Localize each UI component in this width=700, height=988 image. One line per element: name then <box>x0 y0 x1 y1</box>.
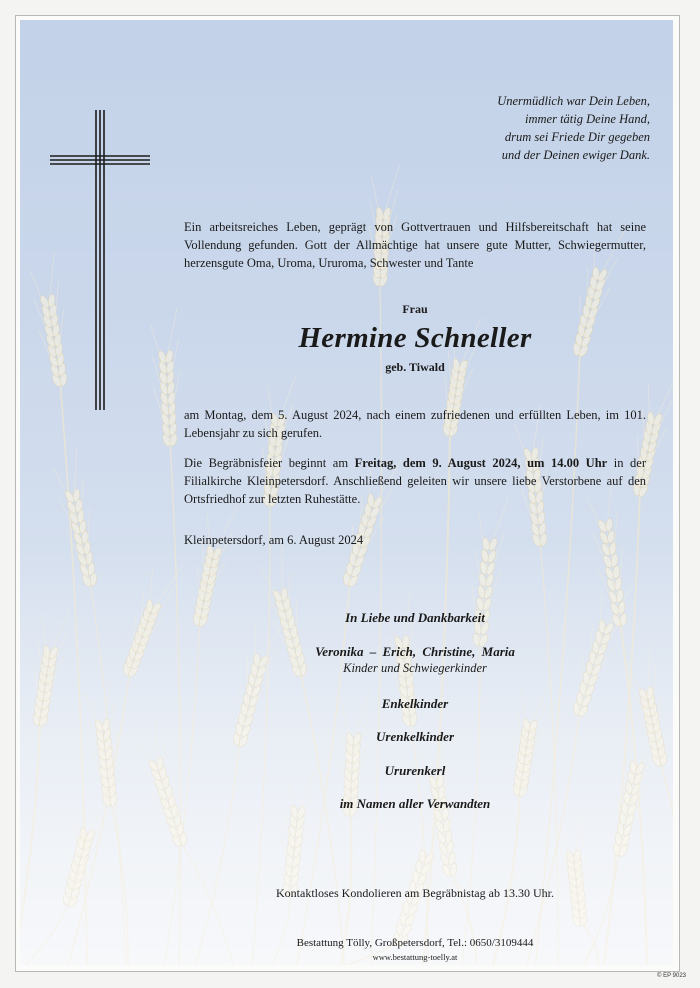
relatives: im Namen aller Verwandten <box>339 796 491 811</box>
death-notice: am Montag, dem 5. August 2024, nach einem zufriedenen und erfüllten Leben, im 101. Lebensjahr zu sich gerufen. <box>184 408 646 440</box>
great-grandchildren: Urenkelkinder <box>376 729 454 744</box>
funeral-notice <box>184 454 646 508</box>
intro-paragraph: Ein arbeitsreiches Leben, geprägt von Gottvertrauen und Hilfsbereitschaft hat seine Vollendung gefunden. Gott der Allmächtige hat unsere gute Mutter, Schwiegermutter, herzensgute Oma, Uroma, Ururoma, Schwester und Tante <box>184 220 646 270</box>
poem-line: immer tätig Deine Hand, <box>525 112 650 126</box>
condolence-note: Kontaktloses Kondolieren am Begräbnistag ab 13.30 Uhr. <box>276 886 554 900</box>
funeral-prefix: Die Begräbnisfeier beginnt am <box>184 456 355 470</box>
website-link[interactable]: www.bestattung-toelly.at <box>372 952 458 962</box>
place-date: Kleinpetersdorf, am 6. August 2024 <box>184 533 364 547</box>
salutation: Frau <box>402 302 428 316</box>
children-names: Veronika – Erich, Christine, Maria <box>315 644 515 659</box>
funeral-date-time: Freitag, dem 9. August 2024, um 14.00 Uhr <box>354 456 608 470</box>
obituary-card <box>20 20 673 965</box>
copyright: © EP 9023 <box>657 973 686 979</box>
poem <box>400 92 650 164</box>
deceased-name: Hermine Schneller <box>298 322 532 354</box>
funeral-home: Bestattung Tölly, Großpetersdorf, Tel.: 0650/3109444 <box>296 937 534 949</box>
funeral-suffix: in der Filialkirche Kleinpetersdorf. Anschließend geleiten wir unsere liebe Verstorbene auf den Ortsfriedhof zur letzten Ruhestätte. <box>184 456 646 506</box>
poem-line: und der Deinen ewiger Dank. <box>501 148 650 162</box>
children-label: Kinder und Schwiegerkinder <box>343 661 487 675</box>
poem-line: Unermüdlich war Dein Leben, <box>497 94 650 108</box>
maiden-name: geb. Tiwald <box>385 360 445 374</box>
great-great-grandchildren: Ururenkerl <box>384 763 446 778</box>
cross-icon <box>48 108 152 414</box>
mourners-heading: In Liebe und Dankbarkeit <box>345 610 485 625</box>
poem-line: drum sei Friede Dir gegeben <box>504 130 650 144</box>
grandchildren: Enkelkinder <box>381 696 449 711</box>
